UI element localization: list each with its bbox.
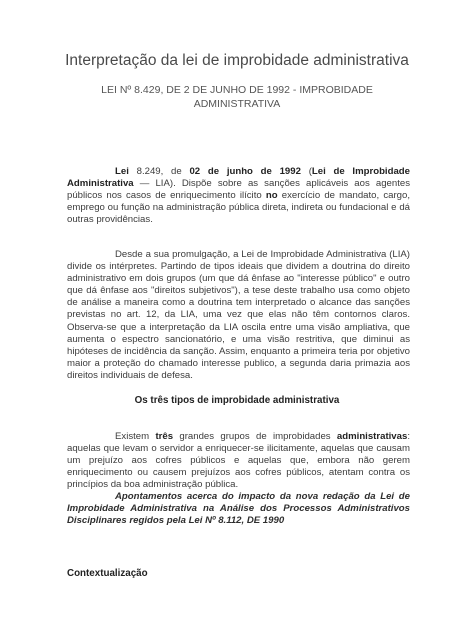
types-text-a: Existem <box>115 431 156 442</box>
no-word: no <box>265 190 278 202</box>
promulgation-text: Desde a sua promulgação, a Lei de Improbidade Administrativa (LIA) divide os intérpretes. Partindo de tipos ideais que dividem a doutrina do direito administrativo em dois grupos (um que dá ênfase ao "interesse público" e outro que dá ênfase aos "direitos subjetivos"), a tese deste trabalho usa como objeto de análise a maneira como a doutrina tem interpretado o alcance das sanções previstas no art. 12, da LIA, uma vez que elas não têm contornos claros. Observa-se que a interpretação da LIA oscila entre uma visão ampliativa, que aumenta o espectro sancionatório, e uma visão restritiva, que diminui as hipóteses de incidência da sanção. Assim, enquanto a primeira teria por objetivo maior a proteção do chamado interesse publico, a segunda daria primazia aos direitos individuais de defesa. <box>67 249 410 381</box>
lei-number: 8.249, de <box>136 166 182 177</box>
promulgation-paragraph <box>67 249 410 382</box>
lei-date: 02 de junho de 1992 <box>189 166 301 177</box>
lei-label: Lei <box>115 166 129 177</box>
tres-word: três <box>155 431 174 442</box>
types-text-c: : aquelas que levam o servidor a enriquecer-se ilicitamente, aquelas que causam um prejuízo aos cofres públicos e aquelas que, embora não gerem enriquecimento ou causem prejuízos aos cofres públicos, atentam contra os princípios da boa administração pública. <box>67 431 410 491</box>
types-text-b: grandes grupos de improbidades <box>173 431 337 442</box>
intro-text-b: exercício de mandato, cargo, emprego ou função na administração pública direta, indireta ou fundacional e dá outras providências. <box>67 190 410 226</box>
open-paren: ( <box>308 166 312 177</box>
intro-text-a: — LIA). Dispõe sobre as sanções aplicáveis aos agentes públicos nos casos de enriquecimento ilícito <box>67 178 410 202</box>
lia-name: Lei de Improbidade Administrativa <box>67 166 410 190</box>
apontamentos-text: Apontamentos acerca do impacto da nova redação da Lei de Improbidade Administrativa na Análise dos Processos Administrativos Disciplinares regidos pela Lei Nº 8.112, DE 1990 <box>67 491 410 527</box>
types-paragraph <box>67 431 410 491</box>
administrativas-word: administrativas <box>336 431 408 442</box>
document-subtitle: LEI Nº 8.429, DE 2 DE JUNHO DE 1992 - IMPROBIDADE ADMINISTRATIVA <box>101 84 373 110</box>
section-heading-context: Contextualização <box>67 568 148 579</box>
apontamentos-paragraph <box>67 491 410 527</box>
intro-paragraph <box>67 166 410 226</box>
section-heading-types: Os três tipos de improbidade administrativa <box>134 395 340 406</box>
document-title: Interpretação da lei de improbidade administrativa <box>65 52 409 69</box>
